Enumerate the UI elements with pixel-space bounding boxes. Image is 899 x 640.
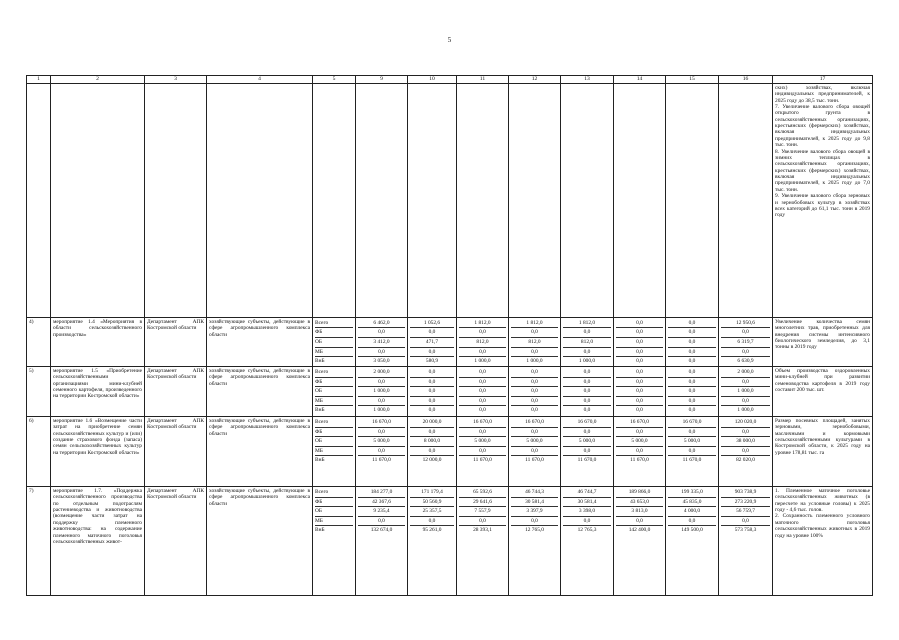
cell-empty: [51, 84, 145, 318]
funding-value: 30 581,4: [511, 498, 558, 508]
funding-value: 0,0: [563, 328, 611, 338]
funding-value: 0,0: [459, 378, 506, 388]
cell-empty: [27, 84, 51, 318]
funding-value: 16 670,0: [616, 418, 663, 428]
funding-value: 0,0: [688, 407, 696, 414]
funding-value: 3 412,0: [358, 338, 405, 348]
funding-value: 0,0: [563, 378, 611, 388]
funding-source-label: ОБ: [315, 437, 353, 447]
funding-value: 0,0: [616, 328, 663, 338]
funding-value: 11 670,0: [682, 457, 702, 464]
expected-result: Размер посевных площадей, занятых зерновыми, зернобобовыми, масличными и кормовыми сельскохозяйственными культурами в Костромской области, к 2025 году на уровне 178,81 тыс. га: [773, 417, 873, 487]
funding-column-11: [457, 367, 509, 417]
funding-value: 812,0: [511, 338, 558, 348]
funding-sources: [313, 367, 356, 417]
funding-value: 0,0: [459, 447, 506, 457]
funding-value: 812,0: [459, 338, 506, 348]
funding-column-15: [666, 487, 719, 596]
funding-column-9: [356, 367, 408, 417]
funding-column-12: [509, 367, 561, 417]
funding-value: 38 000,0: [721, 437, 770, 447]
cell-empty: [207, 84, 313, 318]
funding-value: 0,0: [511, 397, 558, 407]
funding-value: 0,0: [616, 517, 663, 527]
funding-value: 0,0: [511, 328, 558, 338]
funding-value: 0,0: [410, 368, 454, 378]
funding-value: 0,0: [616, 447, 663, 457]
funding-value: 1 812,0: [459, 319, 506, 329]
funding-source-label: ВнБ: [315, 527, 325, 534]
funding-value: 0,0: [721, 397, 770, 407]
funding-value: 0,0: [563, 428, 611, 438]
funding-value: 25 357,5: [410, 507, 454, 517]
funding-value: 0,0: [410, 447, 454, 457]
funding-value: 0,0: [616, 319, 663, 329]
funding-value: 2 000,0: [721, 368, 770, 378]
funding-value: 0,0: [358, 428, 405, 438]
funding-value: 0,0: [563, 387, 611, 397]
funding-value: 28 393,1: [473, 527, 492, 534]
funding-value: 0,0: [410, 397, 454, 407]
funding-value: 132 674,0: [370, 527, 393, 534]
funding-value: 0,0: [410, 378, 454, 388]
funding-value: 149 500,0: [681, 527, 703, 534]
continuation-result-text: ских) хозяйствах, включая индивидуальных предпринимателей, к 2025 году до 38,5 тыс. тонн. 7. Увеличение валового сбора овощей открытого грунта в сельскохозяйственных организациях, крестьянских (фермерских) хозяйствах, включая индивидуальных предпринимателей, к 2025 году до 9,8 тыс. тонн. 8. Увеличение валового сбора овощей в зимних теплицах в сельскохозяйственных организациях, крестьянских (фермерских) хозяйствах, включая индивидуальных предпринимателей, к 2025 году до 7,0 тыс. тонн. 9. Увеличение валового сбора зерновых и зернобобовых культур в хозяйствах всех категорий до 61,1 тыс. тонн в 2019 году: [773, 84, 873, 318]
funding-value: 0,0: [616, 338, 663, 348]
funding-value: 0,0: [511, 378, 558, 388]
funding-value: 0,0: [511, 387, 558, 397]
funding-value: 0,0: [721, 517, 770, 527]
funding-value: 6 319,7: [721, 338, 770, 348]
participants: хозяйствующие субъекты, действующие в сфере агропромышленного комплекса области: [207, 487, 313, 596]
funding-value: 0,0: [410, 517, 454, 527]
funding-value: 812,0: [563, 338, 611, 348]
funding-value: 3 813,0: [616, 507, 663, 517]
funding-column-9: [356, 417, 408, 487]
funding-value: 11 670,0: [372, 457, 391, 464]
column-header-2: 2: [51, 76, 145, 84]
funding-value: 0,0: [721, 328, 770, 338]
funding-value: 12 765,3: [577, 527, 597, 534]
executor: Департамент АПК Костромской области: [145, 367, 207, 417]
funding-value: 0,0: [668, 319, 716, 329]
funding-value: 43 653,0: [616, 498, 663, 508]
participants: хозяйствующие субъекты, действующие в сфере агропромышленного комплекса области: [207, 318, 313, 367]
continuation-row: [27, 84, 873, 318]
measure-name: мероприятие 1.6 «Возмещение части затрат на приобретение семян сельскохозяйственных культур и (или) создание страхового фонда (запаса) семян сельскохозяйственных культур на территории Костромской области»: [51, 417, 145, 487]
funding-value: 16 670,0: [563, 418, 611, 428]
expected-result: 1. Племенное маточное поголовье сельскохозяйственных животных (в пересчете на условные головы) к 2025 году - 4,6 тыс. голов. 2. Сохранность племенного условного маточного поголовья сельскохозяйственных животных в 2019 году на уровне 100%: [773, 487, 873, 596]
funding-source-label: ВнБ: [315, 407, 325, 414]
funding-column-10: [408, 318, 457, 367]
funding-column-16: [719, 367, 773, 417]
funding-value: 0,0: [668, 397, 716, 407]
funding-column-13: [561, 417, 614, 487]
funding-column-10: [408, 367, 457, 417]
funding-value: 1 000,0: [373, 407, 390, 414]
cell-empty: [457, 84, 509, 318]
funding-value: 1 000,0: [358, 387, 405, 397]
funding-source-label: ФБ: [315, 428, 353, 438]
measure-row: [27, 487, 873, 596]
funding-column-11: [457, 417, 509, 487]
funding-value: 142 400,0: [628, 527, 651, 534]
funding-source-label: ОБ: [315, 338, 353, 348]
measure-row: [27, 417, 873, 487]
funding-column-13: [561, 318, 614, 367]
funding-value: 0,0: [358, 328, 405, 338]
funding-value: 5 000,0: [459, 437, 506, 447]
measure-name: мероприятие 1.4 «Мероприятия в области сельскохозяйственного производства»: [51, 318, 145, 367]
funding-value: 0,0: [459, 348, 506, 358]
funding-value: 0,0: [358, 517, 405, 527]
funding-value: 3 050,0: [373, 358, 390, 365]
funding-value: 29 641,6: [459, 498, 506, 508]
row-number: 4): [27, 318, 51, 367]
funding-value: 11 670,0: [577, 457, 597, 464]
funding-source-label: МБ: [315, 397, 353, 407]
funding-value: 46 744,3: [511, 488, 558, 498]
funding-value: 471,7: [410, 338, 454, 348]
funding-value: 0,0: [616, 397, 663, 407]
funding-value: 1 812,0: [511, 319, 558, 329]
funding-value: 0,0: [511, 368, 558, 378]
funding-value: 11 670,0: [473, 457, 492, 464]
funding-value: 0,0: [563, 447, 611, 457]
funding-value: 189 866,0: [616, 488, 663, 498]
measure-name: мероприятие 1.7. «Поддержка сельскохозяйственного производства по отдельным подотраслям растениеводства и животноводства (возмещение части затрат на поддержку племенного животноводства: на содержание племенного маточного поголовья сельскохозяйственных живот-: [51, 487, 145, 596]
funding-value: 0,0: [616, 368, 663, 378]
cell-empty: [509, 84, 561, 318]
funding-value: 42 367,6: [358, 498, 405, 508]
cell-empty: [561, 84, 614, 318]
funding-value: 82 020,0: [736, 457, 755, 464]
funding-value: 1 000,0: [474, 358, 491, 365]
funding-value: 0,0: [459, 368, 506, 378]
funding-value: 5 000,0: [511, 437, 558, 447]
funding-value: 0,0: [563, 397, 611, 407]
funding-value: 0,0: [410, 387, 454, 397]
funding-value: 0,0: [668, 368, 716, 378]
funding-column-15: [666, 318, 719, 367]
row-number: 7): [27, 487, 51, 596]
funding-value: 7 557,9: [459, 507, 506, 517]
funding-value: 30 581,4: [563, 498, 611, 508]
funding-value: 65 592,6: [459, 488, 506, 498]
funding-value: 0,0: [459, 397, 506, 407]
funding-value: 171 179,4: [410, 488, 454, 498]
funding-value: 0,0: [668, 328, 716, 338]
funding-column-14: [614, 417, 666, 487]
funding-column-9: [356, 487, 408, 596]
funding-value: 9 235,4: [358, 507, 405, 517]
funding-source-label: Всего: [315, 319, 353, 329]
funding-value: 0,0: [616, 428, 663, 438]
funding-value: 0,0: [358, 447, 405, 457]
funding-sources: [313, 487, 356, 596]
funding-value: 0,0: [428, 407, 436, 414]
funding-value: 1 000,0: [578, 358, 596, 365]
funding-column-16: [719, 487, 773, 596]
cell-empty: [313, 84, 356, 318]
funding-value: 0,0: [636, 358, 643, 365]
funding-value: 16 670,0: [459, 418, 506, 428]
column-header-17: 17: [773, 76, 873, 84]
funding-value: 0,0: [358, 397, 405, 407]
column-header-10: 10: [408, 76, 457, 84]
funding-column-10: [408, 417, 457, 487]
column-header-14: 14: [614, 76, 666, 84]
column-header-15: 15: [666, 76, 719, 84]
funding-value: 0,0: [668, 447, 716, 457]
row-number: 6): [27, 417, 51, 487]
funding-value: 0,0: [721, 378, 770, 388]
funding-value: 0,0: [616, 378, 663, 388]
measure-name: мероприятие 1.5 «Приобретение сельскохозяйственными организациями мини-клубней семенного картофеля, произведенного на территории Костромской области»: [51, 367, 145, 417]
funding-value: 0,0: [459, 517, 506, 527]
executor: Департамент АПК Костромской области: [145, 487, 207, 596]
funding-value: 0,0: [636, 407, 643, 414]
funding-source-label: Всего: [315, 418, 353, 428]
funding-value: 5 000,0: [358, 437, 405, 447]
funding-source-label: ОБ: [315, 507, 353, 517]
funding-value: 0,0: [563, 517, 611, 527]
funding-value: 0,0: [583, 407, 591, 414]
funding-value: 1 000,0: [721, 387, 770, 397]
funding-value: 0,0: [511, 447, 558, 457]
column-header-3: 3: [145, 76, 207, 84]
program-table: [26, 75, 873, 596]
funding-column-12: [509, 318, 561, 367]
funding-value: 1 000,0: [526, 358, 543, 365]
expected-result: Увеличение количества семян многолетних трав, приобретенных для внедрения системы интенсивного биологического земледелия, до 3,1 тонны в 2019 году: [773, 318, 873, 367]
funding-value: 50 560,9: [410, 498, 454, 508]
funding-source-label: Всего: [315, 488, 353, 498]
funding-column-16: [719, 417, 773, 487]
funding-source-label: ОБ: [315, 387, 353, 397]
funding-value: 0,0: [410, 428, 454, 438]
row-number: 5): [27, 367, 51, 417]
funding-value: 16 670,0: [511, 418, 558, 428]
measure-row: [27, 367, 873, 417]
funding-value: 12 765,0: [525, 527, 544, 534]
funding-column-13: [561, 367, 614, 417]
funding-value: 0,0: [459, 328, 506, 338]
column-header-13: 13: [561, 76, 614, 84]
funding-value: 5 000,0: [668, 437, 716, 447]
funding-value: 56 759,7: [721, 507, 770, 517]
column-header-4: 4: [207, 76, 313, 84]
funding-value: 45 835,0: [668, 498, 716, 508]
funding-source-label: МБ: [315, 517, 353, 527]
funding-column-15: [666, 417, 719, 487]
page-number: 5: [447, 36, 452, 44]
funding-value: 0,0: [511, 428, 558, 438]
funding-source-label: ВнБ: [315, 358, 325, 365]
funding-value: 0,0: [668, 348, 716, 358]
funding-value: 12 950,6: [721, 319, 770, 329]
funding-value: 0,0: [721, 447, 770, 457]
funding-value: 6 630,9: [737, 358, 754, 365]
funding-value: 11 670,0: [630, 457, 649, 464]
funding-column-12: [509, 417, 561, 487]
funding-value: 5 000,0: [616, 437, 663, 447]
funding-value: 46 744,7: [563, 488, 611, 498]
cell-empty: [145, 84, 207, 318]
cell-empty: [408, 84, 457, 318]
funding-value: 0,0: [688, 358, 696, 365]
funding-value: 16 670,0: [358, 418, 405, 428]
funding-value: 573 758,3: [734, 527, 757, 534]
cell-empty: [719, 84, 773, 318]
funding-source-label: МБ: [315, 348, 353, 358]
funding-value: 0,0: [668, 428, 716, 438]
header-row: [27, 76, 873, 84]
funding-value: 1 052,6: [410, 319, 454, 329]
funding-value: 0,0: [531, 407, 538, 414]
funding-value: 0,0: [459, 428, 506, 438]
funding-value: 1 000,0: [737, 407, 754, 414]
funding-value: 0,0: [511, 517, 558, 527]
funding-column-11: [457, 318, 509, 367]
funding-value: 11 670,0: [525, 457, 544, 464]
funding-value: 0,0: [721, 348, 770, 358]
funding-column-13: [561, 487, 614, 596]
cell-empty: [356, 84, 408, 318]
column-header-16: 16: [719, 76, 773, 84]
funding-column-15: [666, 367, 719, 417]
funding-value: 0,0: [616, 348, 663, 358]
funding-value: 184 277,0: [358, 488, 405, 498]
funding-column-14: [614, 487, 666, 596]
column-header-5: 5: [313, 76, 356, 84]
funding-value: 16 670,0: [668, 418, 716, 428]
funding-value: 0,0: [459, 387, 506, 397]
funding-value: 0,0: [721, 428, 770, 438]
column-header-9: 9: [356, 76, 408, 84]
funding-value: 8 000,0: [410, 437, 454, 447]
funding-column-14: [614, 318, 666, 367]
funding-source-label: ФБ: [315, 498, 353, 508]
funding-column-10: [408, 487, 457, 596]
funding-sources: [313, 417, 356, 487]
funding-value: 95 261,0: [422, 527, 442, 534]
funding-value: 0,0: [358, 348, 405, 358]
funding-value: 3 397,9: [511, 507, 558, 517]
funding-value: 0,0: [668, 378, 716, 388]
executor: Департамент АПК Костромской области: [145, 318, 207, 367]
funding-value: 0,0: [616, 387, 663, 397]
funding-value: 0,0: [511, 348, 558, 358]
funding-value: 0,0: [668, 517, 716, 527]
funding-column-11: [457, 487, 509, 596]
expected-result: Объем производства оздоровленных мини-клубней при развитии семеноводства картофеля в 2019 году составит 200 тыс. шт.: [773, 367, 873, 417]
funding-value: 0,0: [410, 348, 454, 358]
funding-value: 580,9: [425, 358, 439, 365]
funding-source-label: ФБ: [315, 378, 353, 388]
funding-value: 120 020,0: [721, 418, 770, 428]
funding-value: 6 462,0: [358, 319, 405, 329]
funding-column-12: [509, 487, 561, 596]
funding-value: 3 398,0: [563, 507, 611, 517]
executor: Департамент АПК Костромской области: [145, 417, 207, 487]
funding-value: 5 000,0: [563, 437, 611, 447]
funding-value: 1 812,0: [563, 319, 611, 329]
funding-value: 0,0: [668, 338, 716, 348]
funding-source-label: МБ: [315, 447, 353, 457]
funding-value: 4 000,0: [668, 507, 716, 517]
funding-value: 0,0: [668, 387, 716, 397]
funding-source-label: ВнБ: [315, 457, 325, 464]
funding-sources: [313, 318, 356, 367]
funding-column-16: [719, 318, 773, 367]
cell-empty: [614, 84, 666, 318]
column-header-1: 1: [27, 76, 51, 84]
funding-source-label: ФБ: [315, 328, 353, 338]
funding-value: 273 220,9: [721, 498, 770, 508]
cell-empty: [666, 84, 719, 318]
funding-value: 903 738,9: [721, 488, 770, 498]
funding-value: 0,0: [410, 328, 454, 338]
funding-value: 12 000,0: [422, 457, 442, 464]
funding-column-9: [356, 318, 408, 367]
measure-row: [27, 318, 873, 367]
funding-value: 0,0: [563, 348, 611, 358]
column-header-12: 12: [509, 76, 561, 84]
funding-value: 199 335,0: [668, 488, 716, 498]
funding-column-14: [614, 367, 666, 417]
participants: хозяйствующие субъекты, действующие в сфере агропромышленного комплекса области: [207, 417, 313, 487]
funding-value: 2 000,0: [358, 368, 405, 378]
funding-value: 20 000,0: [410, 418, 454, 428]
column-header-11: 11: [457, 76, 509, 84]
funding-value: 0,0: [479, 407, 486, 414]
funding-value: 0,0: [358, 378, 405, 388]
funding-source-label: Всего: [315, 368, 353, 378]
funding-value: 0,0: [563, 368, 611, 378]
participants: хозяйствующие субъекты, действующие в сфере агропромышленного комплекса области: [207, 367, 313, 417]
